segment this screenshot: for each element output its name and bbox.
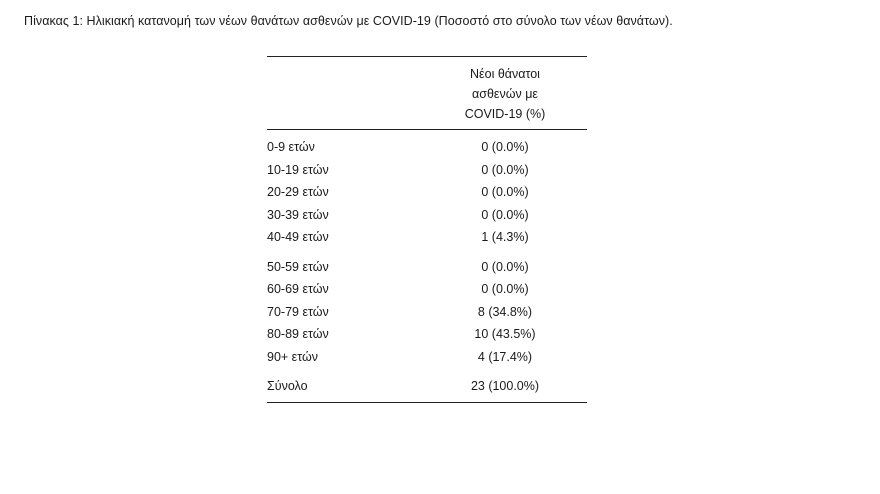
age-group-label: 50-59 ετών — [267, 259, 329, 274]
table-row — [267, 204, 587, 227]
table-total-row — [267, 375, 587, 398]
table-row — [267, 278, 587, 301]
table-row — [267, 181, 587, 204]
age-group-label: 90+ ετών — [267, 349, 319, 364]
total-label: Σύνολο — [267, 379, 308, 393]
table-row — [267, 226, 587, 249]
deaths-value: 8 (34.8%) — [477, 304, 533, 319]
table-row — [267, 136, 587, 159]
age-group-label: 10-19 ετών — [267, 162, 329, 177]
age-group-label: 20-29 ετών — [267, 185, 329, 199]
header-line: ασθενών με — [472, 87, 538, 101]
table-row — [267, 301, 587, 324]
table-body — [267, 130, 587, 402]
header-line: COVID-19 (%) — [464, 107, 546, 121]
deaths-value: 0 (0.0%) — [481, 259, 529, 274]
total-value: 23 (100.0%) — [470, 379, 540, 393]
table-row — [267, 256, 587, 279]
table-row — [267, 323, 587, 346]
deaths-value: 1 (4.3%) — [481, 230, 529, 244]
table-row — [267, 346, 587, 369]
table-header — [267, 57, 587, 130]
header-line: Νέοι θάνατοι — [470, 67, 540, 81]
column-header-new-deaths — [435, 64, 575, 124]
age-group-label: 60-69 ετών — [267, 282, 329, 296]
age-group-label: 0-9 ετών — [267, 140, 315, 154]
age-distribution-table — [267, 56, 587, 403]
deaths-value: 0 (0.0%) — [481, 185, 529, 199]
deaths-value: 10 (43.5%) — [474, 327, 536, 341]
age-group-label: 80-89 ετών — [267, 327, 329, 341]
table-caption: Πίνακας 1: Ηλικιακή κατανομή των νέων θανάτων ασθενών με COVID-19 (Ποσοστό στο σύνολο των νέων θανάτων). — [24, 14, 673, 28]
deaths-value: 4 (17.4%) — [477, 349, 533, 364]
deaths-value: 0 (0.0%) — [481, 207, 529, 222]
deaths-value: 0 (0.0%) — [481, 162, 529, 177]
age-group-label: 40-49 ετών — [267, 230, 329, 244]
age-group-label: 30-39 ετών — [267, 207, 329, 222]
deaths-value: 0 (0.0%) — [481, 282, 529, 296]
deaths-value: 0 (0.0%) — [481, 140, 529, 154]
table-row — [267, 159, 587, 182]
age-group-label: 70-79 ετών — [267, 304, 329, 319]
